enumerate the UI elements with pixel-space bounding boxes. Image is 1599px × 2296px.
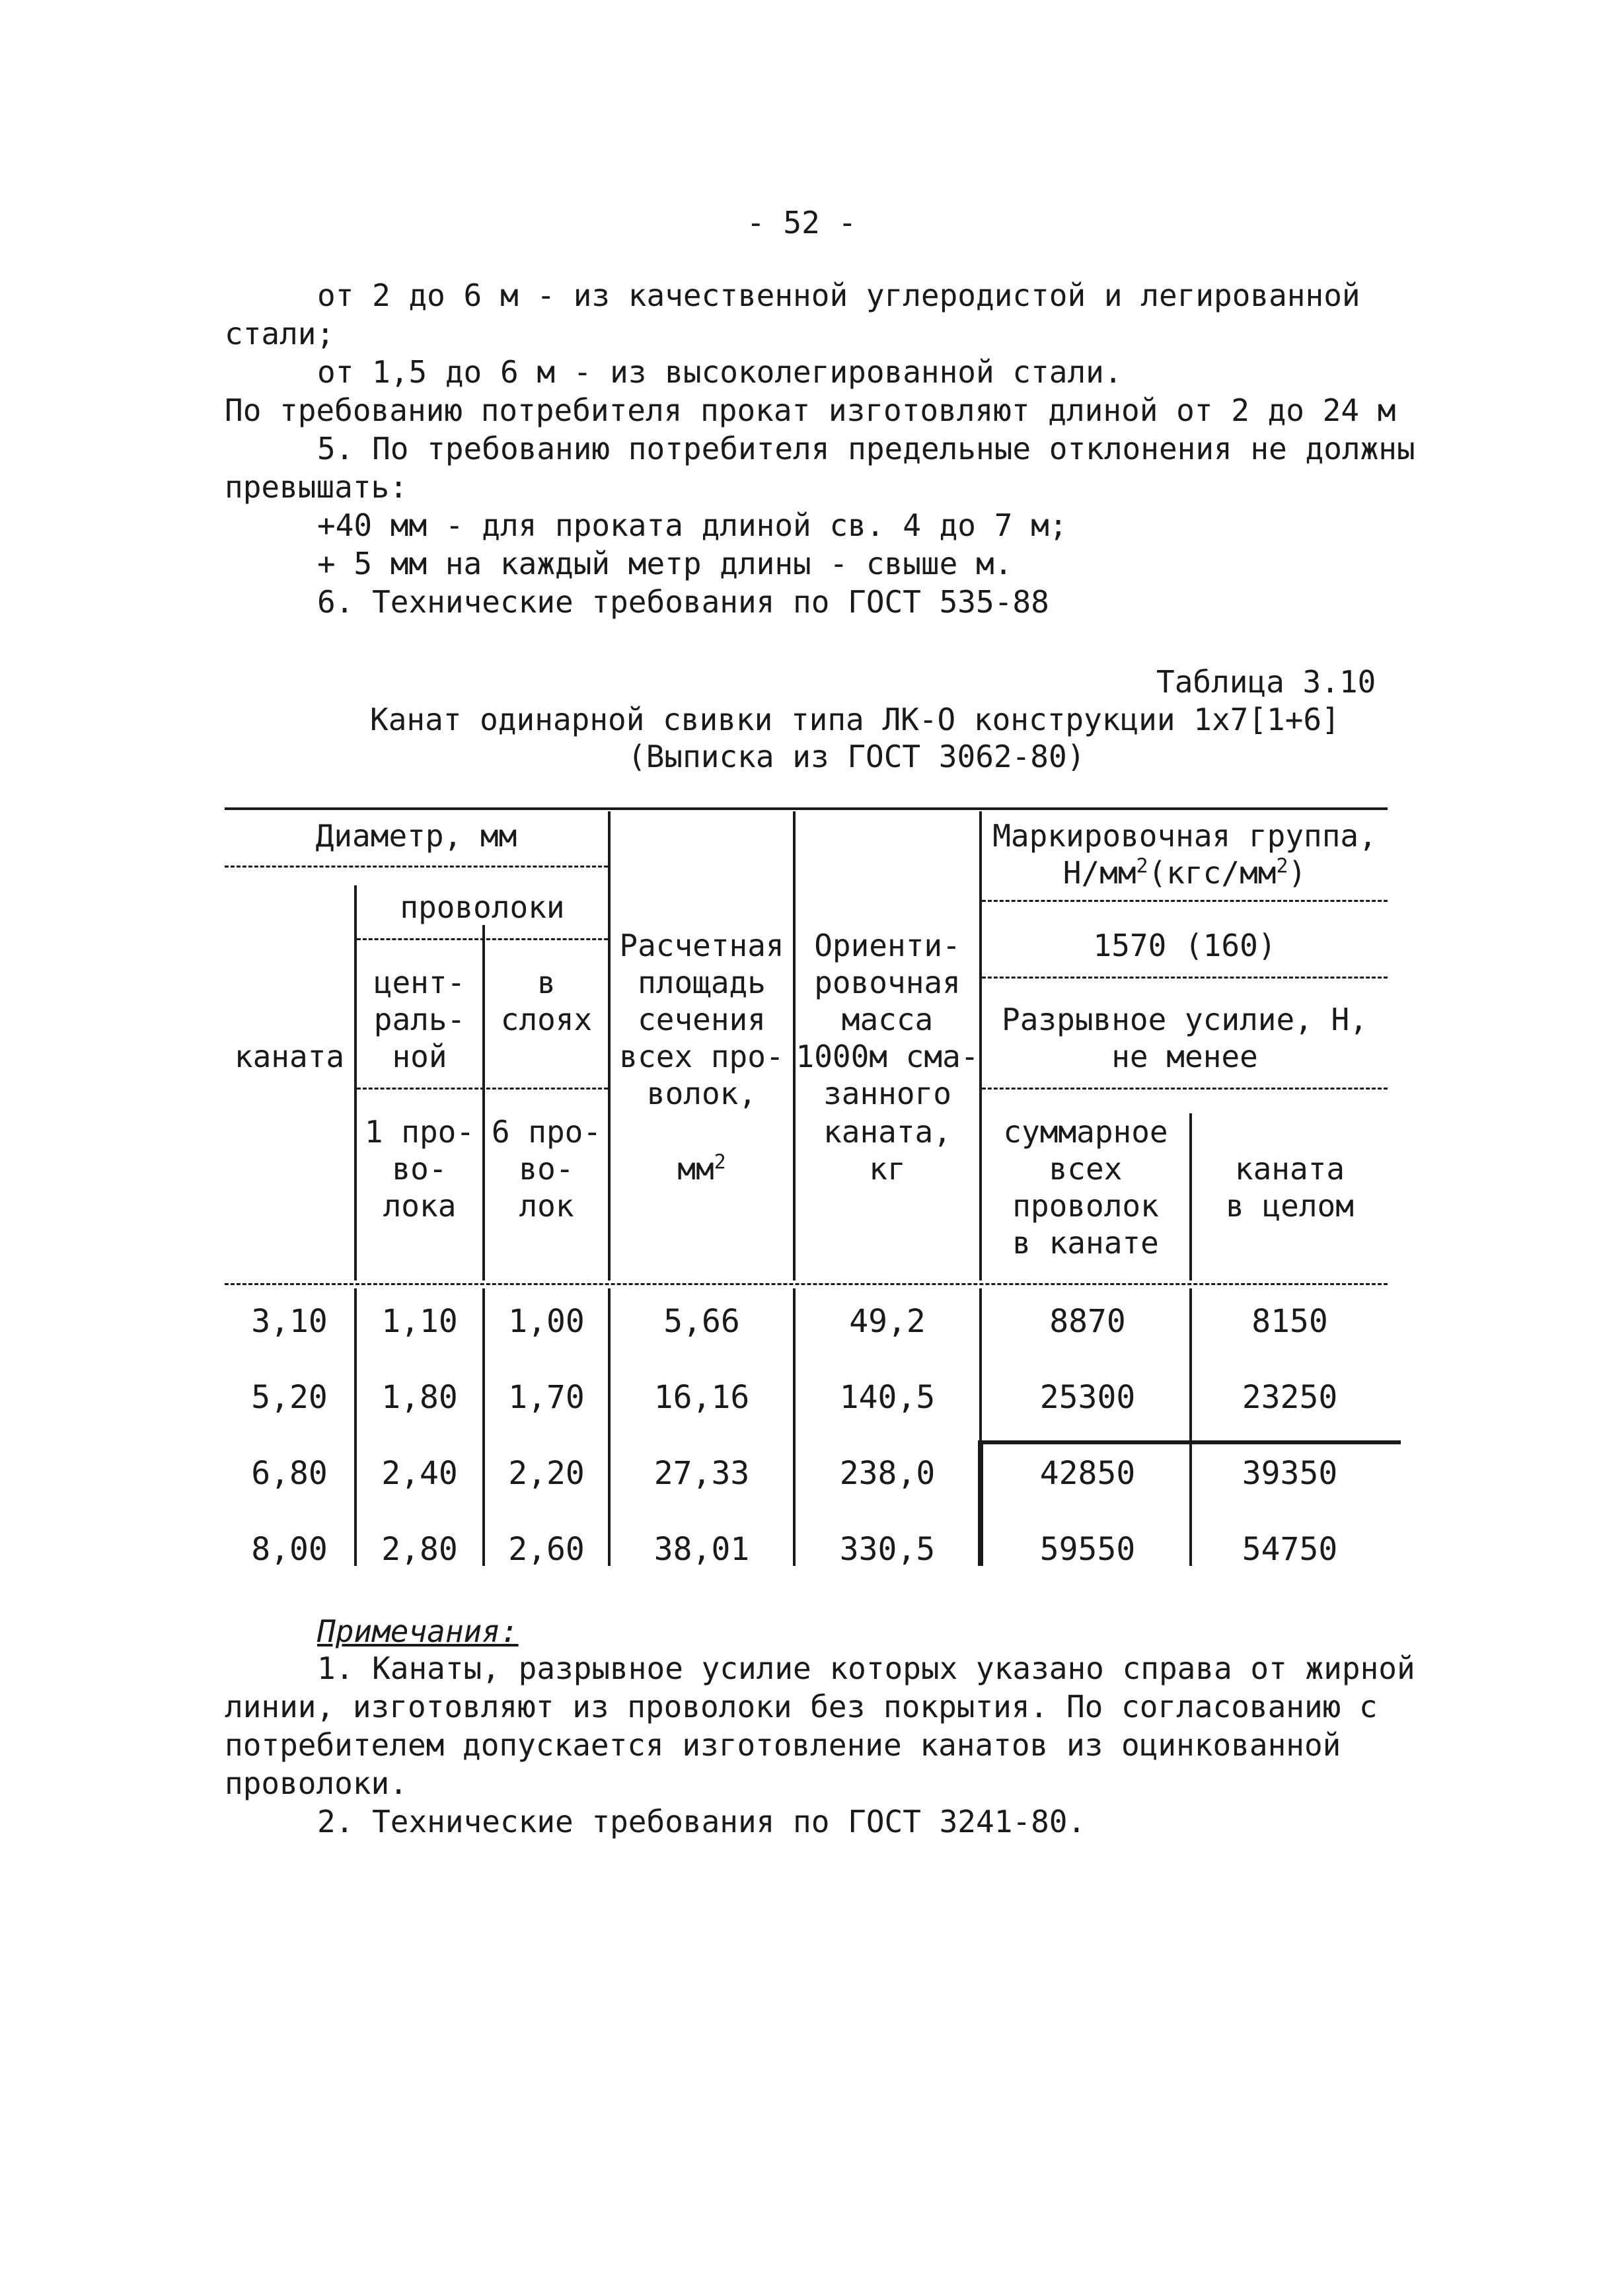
cell-layers: 2,60 — [508, 1531, 585, 1568]
cell-layers: 2,20 — [508, 1455, 585, 1492]
header-sum-1: суммарное — [1003, 1114, 1168, 1150]
header-group-value: 1570 (160) — [1093, 928, 1277, 963]
intro-line-1: от 2 до 6 м - из качественной углеродистой и легированной — [317, 278, 1360, 313]
header-force-1: Разрывное усилие, Н, — [1002, 1002, 1368, 1037]
intro-line-7: +40 мм - для проката длиной св. 4 до 7 м; — [317, 507, 1068, 543]
header-area-4: всех про- — [619, 1039, 784, 1074]
note-2: 2. Технические требования по ГОСТ 3241-80. — [317, 1804, 1086, 1839]
cell-rope: 6,80 — [251, 1455, 328, 1492]
header-mass-2: ровочная — [814, 965, 961, 1000]
cell-sum: 59550 — [1039, 1531, 1136, 1568]
cell-central: 1,10 — [381, 1303, 458, 1340]
intro-line-8: + 5 мм на каждый метр длины - свыше м. — [317, 546, 1013, 581]
cell-rope: 3,10 — [251, 1303, 328, 1340]
header-central-1: цент- — [373, 965, 466, 1000]
notes-heading: Примечания: — [317, 1613, 519, 1649]
table-source: (Выписка из ГОСТ 3062-80) — [628, 739, 1086, 774]
header-dash-force — [982, 1088, 1388, 1090]
header-force-2: не менее — [1111, 1039, 1258, 1074]
header-sum-2: всех — [1049, 1151, 1123, 1187]
cell-mass: 238,0 — [839, 1455, 936, 1492]
header-six-wires-3: лок — [519, 1188, 574, 1224]
header-dash-value — [982, 977, 1388, 979]
intro-line-5: 5. По требованию потребителя предельные отклонения не должны — [317, 431, 1415, 466]
note-1-line-2: линии, изготовляют из проволоки без покрытия. По согласованию с — [225, 1689, 1378, 1724]
intro-line-4: По требованию потребителя прокат изготовляют длиной от 2 до 24 м — [225, 392, 1396, 428]
header-area-2: площадь — [638, 965, 766, 1000]
cell-central: 2,80 — [381, 1531, 458, 1568]
table-title: Канат одинарной свивки типа ЛК-О конструкции 1x7[1+6] — [370, 702, 1340, 737]
header-area-unit: $мм^2$ — [677, 1150, 726, 1187]
cell-whole: 8150 — [1251, 1303, 1328, 1340]
cell-whole: 54750 — [1242, 1531, 1338, 1568]
header-rope: каната — [234, 1039, 345, 1074]
header-central-2: раль- — [373, 1002, 466, 1037]
header-sum-3: проволок — [1012, 1188, 1159, 1224]
header-group-1: Маркировочная группа, — [992, 818, 1377, 854]
cell-central: 1,80 — [381, 1379, 458, 1416]
header-mass-4: 1000м сма- — [796, 1039, 979, 1074]
table-top-rule — [225, 807, 1388, 810]
cell-whole: 23250 — [1242, 1379, 1338, 1416]
cell-whole: 39350 — [1242, 1455, 1338, 1492]
intro-line-2: стали; — [225, 316, 335, 352]
note-1-line-4: проволоки. — [225, 1765, 408, 1801]
header-mass-7: кг — [869, 1151, 906, 1187]
header-mass-5: занного — [823, 1076, 951, 1111]
cell-mass: 49,2 — [849, 1303, 926, 1340]
header-dash-counts — [357, 1088, 608, 1090]
cell-sum: 8870 — [1049, 1303, 1126, 1340]
header-six-wires-1: 6 про- — [491, 1114, 602, 1150]
bold-line-horizontal — [979, 1440, 1401, 1444]
header-six-wires-2: во- — [519, 1151, 574, 1187]
cell-area: 16,16 — [653, 1379, 750, 1416]
header-whole-1: каната — [1234, 1151, 1345, 1187]
header-dash-diameter — [225, 866, 608, 868]
header-one-wire-3: лока — [383, 1188, 457, 1224]
cell-area: 38,01 — [653, 1531, 750, 1568]
page-number: - 52 - — [747, 205, 857, 241]
header-dash-wires — [357, 938, 608, 940]
intro-line-6: превышать: — [225, 469, 408, 505]
header-area-5: волок, — [646, 1076, 757, 1111]
header-mass-3: масса — [841, 1002, 934, 1037]
cell-sum: 42850 — [1039, 1455, 1136, 1492]
intro-line-3: от 1,5 до 6 м - из высоколегированной стали. — [317, 354, 1123, 390]
cell-rope: 5,20 — [251, 1379, 328, 1416]
intro-line-9: 6. Технические требования по ГОСТ 535-88 — [317, 584, 1049, 620]
header-layers-1: в — [537, 965, 556, 1000]
cell-rope: 8,00 — [251, 1531, 328, 1568]
header-one-wire-2: во- — [392, 1151, 447, 1187]
cell-layers: 1,70 — [508, 1379, 585, 1416]
table-number: Таблица 3.10 — [1156, 664, 1376, 700]
header-area-3: сечения — [638, 1002, 766, 1037]
note-1-line-3: потребителем допускается изготовление канатов из оцинкованной — [225, 1727, 1341, 1763]
cell-central: 2,40 — [381, 1455, 458, 1492]
header-whole-2: в целом — [1226, 1188, 1354, 1224]
cell-mass: 330,5 — [839, 1531, 936, 1568]
header-mass-6: каната, — [823, 1114, 951, 1150]
cell-layers: 1,00 — [508, 1303, 585, 1340]
header-area-1: Расчетная — [619, 928, 784, 963]
cell-sum: 25300 — [1039, 1379, 1136, 1416]
header-mass-1: Ориенти- — [814, 928, 961, 963]
header-sum-4: в канате — [1012, 1225, 1159, 1261]
header-central-3: ной — [392, 1039, 447, 1074]
header-one-wire-1: 1 про- — [364, 1114, 475, 1150]
header-bottom-dash — [225, 1283, 1388, 1285]
cell-area: 5,66 — [663, 1303, 740, 1340]
cell-mass: 140,5 — [839, 1379, 936, 1416]
header-layers-2: слоях — [500, 1002, 593, 1037]
header-group-2: $Н/мм^2(кгс/мм^2)$ — [1062, 854, 1307, 891]
header-dash-group — [982, 900, 1388, 902]
header-wires: проволоки — [400, 889, 565, 925]
header-diameter: Диаметр, мм — [315, 818, 517, 854]
note-1-line-1: 1. Канаты, разрывное усилие которых указано справа от жирной — [317, 1650, 1415, 1686]
cell-area: 27,33 — [653, 1455, 750, 1492]
